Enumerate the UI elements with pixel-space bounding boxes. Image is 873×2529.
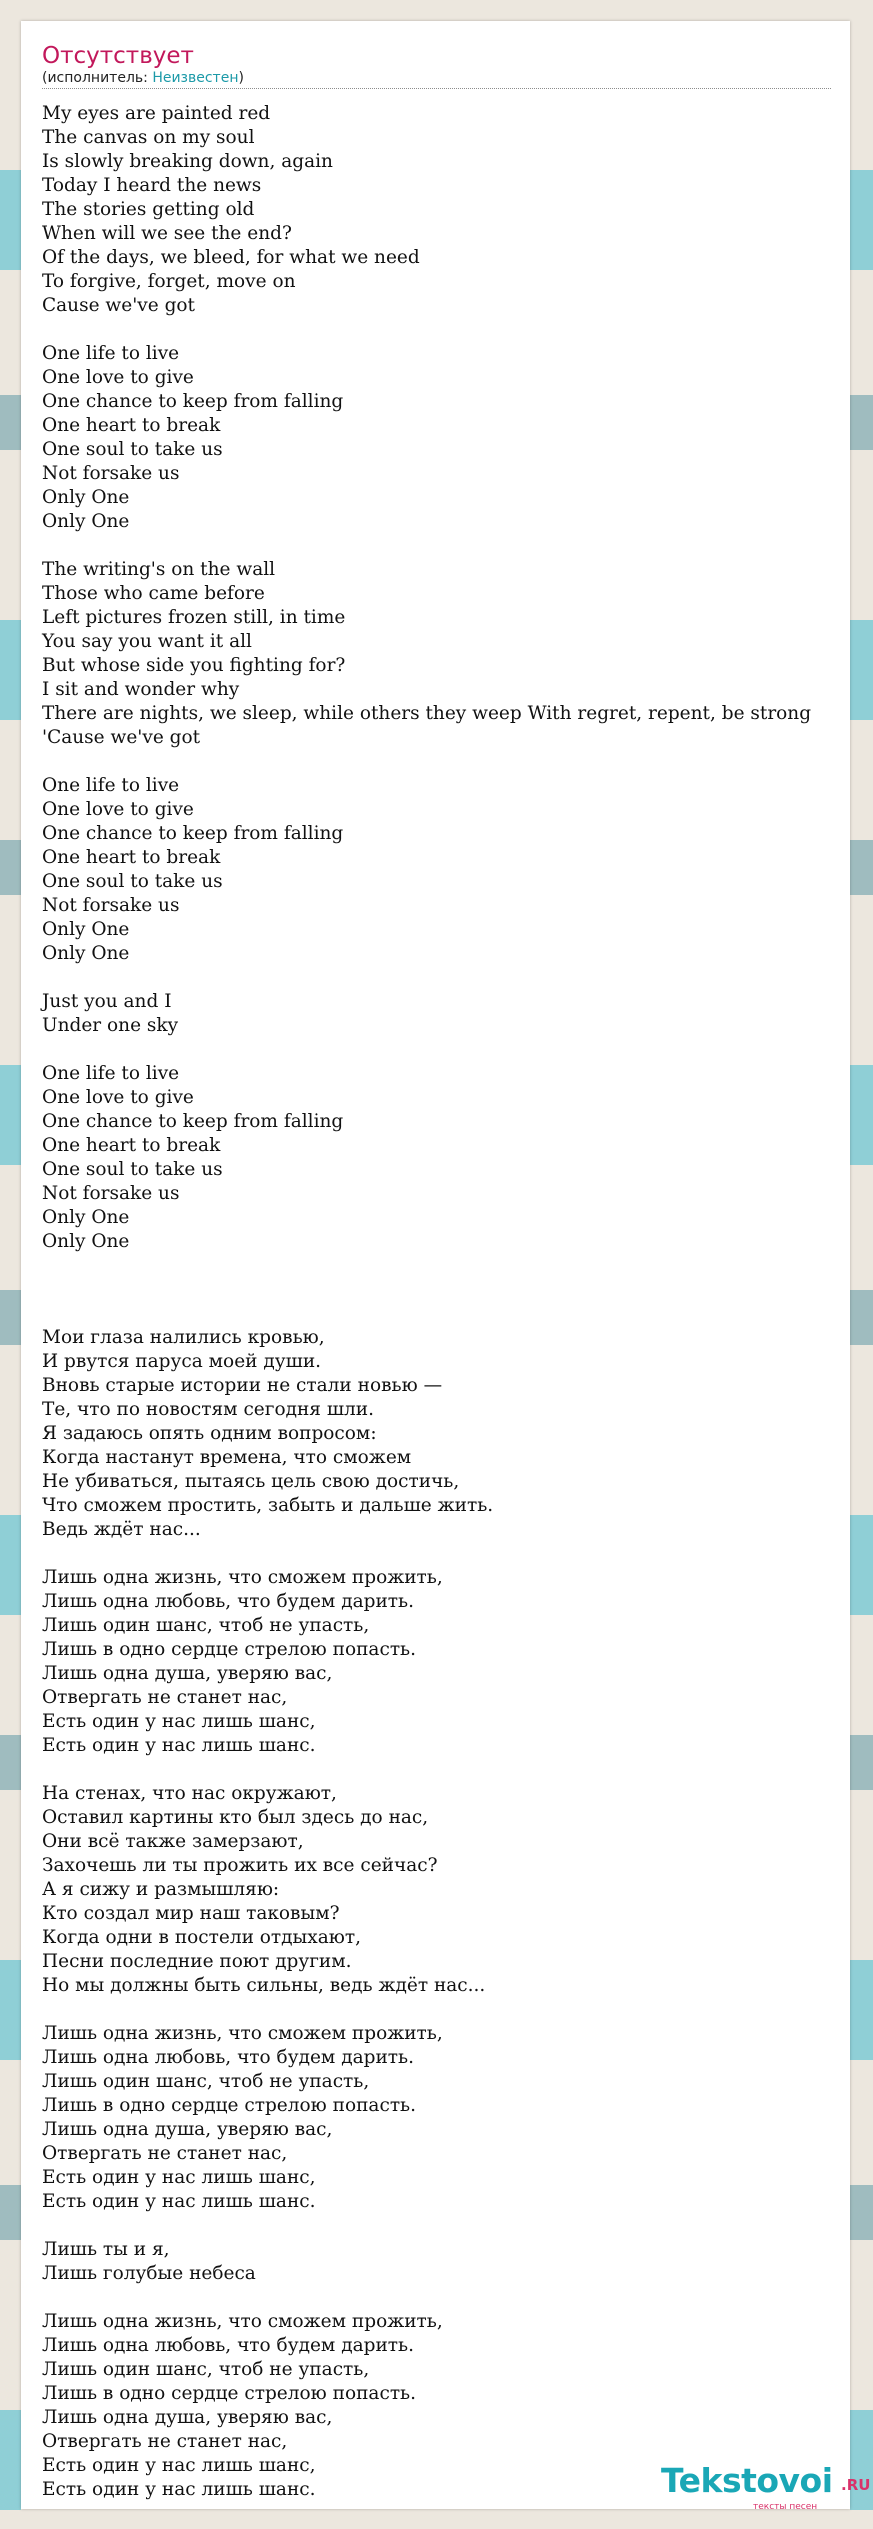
- lyrics-line: Лишь в одно сердце стрелою попасть.: [42, 1639, 417, 1660]
- lyrics-line: One chance to keep from falling: [42, 391, 344, 412]
- logo-tagline: тексты песен: [753, 2502, 818, 2512]
- lyrics-line: Захочешь ли ты прожить их все сейчас?: [42, 1855, 438, 1876]
- lyrics-line: Лишь одна душа, уверяю вас,: [42, 2407, 333, 2428]
- lyrics-line: One heart to break: [42, 1135, 221, 1156]
- lyrics-line: One love to give: [42, 367, 194, 388]
- lyrics-line: Песни последние поют другим.: [42, 1951, 352, 1972]
- lyrics-line: Лишь одна душа, уверяю вас,: [42, 1663, 333, 1684]
- lyrics-line: Лишь одна жизнь, что сможем прожить,: [42, 2311, 443, 2332]
- lyrics-line: One love to give: [42, 799, 194, 820]
- lyrics-blank-line: [42, 1542, 873, 1566]
- lyrics-line: Что сможем простить, забыть и дальше жить.: [42, 1495, 494, 1516]
- lyrics-line: Отвергать не станет нас,: [42, 2143, 288, 2164]
- lyrics-line: The canvas on my soul: [42, 127, 255, 148]
- lyrics-line: Лишь одна любовь, что будем дарить.: [42, 2335, 414, 2356]
- lyrics-line: Те, что по новостям сегодня шли.: [42, 1399, 375, 1420]
- lyrics-line: The writing's on the wall: [42, 559, 276, 580]
- lyrics-line: Есть один у нас лишь шанс,: [42, 1711, 316, 1732]
- lyrics-line: One life to live: [42, 1063, 180, 1084]
- lyrics-blank-line: [42, 1254, 873, 1278]
- lyrics-line: Only One: [42, 919, 130, 940]
- lyrics-line: One heart to break: [42, 415, 221, 436]
- lyrics-line: 'Cause we've got: [42, 727, 201, 748]
- lyrics-line: Лишь один шанс, чтоб не упасть,: [42, 2071, 370, 2092]
- lyrics-line: Лишь один шанс, чтоб не упасть,: [42, 2359, 370, 2380]
- lyrics-blank-line: [42, 318, 873, 342]
- lyrics-line: Лишь одна жизнь, что сможем прожить,: [42, 2023, 443, 2044]
- lyrics-line: Under one sky: [42, 1015, 179, 1036]
- lyrics-line: I sit and wonder why: [42, 679, 240, 700]
- lyrics-line: Лишь в одно сердце стрелою попасть.: [42, 2383, 417, 2404]
- lyrics-line: Just you and I: [42, 991, 172, 1012]
- lyrics-line: Лишь одна душа, уверяю вас,: [42, 2119, 333, 2140]
- lyrics-line: One chance to keep from falling: [42, 823, 344, 844]
- lyrics-line: One love to give: [42, 1087, 194, 1108]
- lyrics-line: Лишь одна любовь, что будем дарить.: [42, 1591, 414, 1612]
- lyrics-line: Есть один у нас лишь шанс.: [42, 1735, 316, 1756]
- lyrics-line: Is slowly breaking down, again: [42, 151, 333, 172]
- lyrics-line: Only One: [42, 1231, 130, 1252]
- lyrics-line: One soul to take us: [42, 1159, 223, 1180]
- lyrics-blank-line: [42, 966, 873, 990]
- lyrics-line: Вновь старые истории не стали новью —: [42, 1375, 443, 1396]
- lyrics-line: One soul to take us: [42, 439, 223, 460]
- lyrics-line: One life to live: [42, 775, 180, 796]
- lyrics-line: Ведь ждёт нас...: [42, 1519, 201, 1540]
- lyrics-line: Не убиваться, пытаясь цель свою достичь,: [42, 1471, 460, 1492]
- lyrics-card: [21, 21, 871, 2512]
- lyrics-line: А я сижу и размышляю:: [42, 1879, 280, 1900]
- lyrics-line: Лишь одна любовь, что будем дарить.: [42, 2047, 414, 2068]
- lyrics-line: Not forsake us: [42, 463, 180, 484]
- lyrics-line: Кто создал мир наш таковым?: [42, 1903, 340, 1924]
- artist-line: [42, 70, 244, 86]
- lyrics-line: Those who came before: [42, 583, 265, 604]
- lyrics-blank-line: [42, 2214, 873, 2238]
- lyrics-line: И рвутся паруса моей души.: [42, 1351, 322, 1372]
- artist-link[interactable]: Неизвестен: [152, 70, 239, 86]
- lyrics-line: Only One: [42, 487, 130, 508]
- lyrics-line: Когда настанут времена, что сможем: [42, 1447, 412, 1468]
- lyrics-line: Есть один у нас лишь шанс.: [42, 2479, 316, 2500]
- lyrics-blank-line: [42, 750, 873, 774]
- lyrics-line: На стенах, что нас окружают,: [42, 1783, 337, 1804]
- lyrics-line: Only One: [42, 943, 130, 964]
- lyrics-line: There are nights, we sleep, while others they weep With regret, repent, be strong: [42, 703, 812, 724]
- lyrics-blank-line: [42, 1302, 873, 1326]
- lyrics-line: Лишь одна жизнь, что сможем прожить,: [42, 1567, 443, 1588]
- lyrics-line: Отвергать не станет нас,: [42, 1687, 288, 1708]
- lyrics-line: Not forsake us: [42, 1183, 180, 1204]
- lyrics-line: The stories getting old: [42, 199, 255, 220]
- lyrics-line: Cause we've got: [42, 295, 195, 316]
- lyrics-line: Они всё также замерзают,: [42, 1831, 304, 1852]
- lyrics-line: Отвергать не станет нас,: [42, 2431, 288, 2452]
- lyrics-line: To forgive, forget, move on: [42, 271, 296, 292]
- lyrics-blank-line: [42, 1278, 873, 1302]
- lyrics-line: Only One: [42, 1207, 130, 1228]
- lyrics-line: Left pictures frozen still, in time: [42, 607, 346, 628]
- lyrics-line: Когда одни в постели отдыхают,: [42, 1927, 361, 1948]
- lyrics-line: One soul to take us: [42, 871, 223, 892]
- lyrics-blank-line: [42, 534, 873, 558]
- lyrics-line: One heart to break: [42, 847, 221, 868]
- lyrics-line: Today I heard the news: [42, 175, 262, 196]
- lyrics-line: Not forsake us: [42, 895, 180, 916]
- lyrics-line: Есть один у нас лишь шанс.: [42, 2191, 316, 2212]
- lyrics-line: Лишь в одно сердце стрелою попасть.: [42, 2095, 417, 2116]
- lyrics-line: But whose side you fighting for?: [42, 655, 346, 676]
- lyrics-line: Of the days, we bleed, for what we need: [42, 247, 420, 268]
- lyrics-blank-line: [42, 2286, 873, 2310]
- lyrics-line: Есть один у нас лишь шанс,: [42, 2167, 316, 2188]
- lyrics-line: Лишь голубые небеса: [42, 2263, 256, 2284]
- lyrics-text: [42, 102, 873, 2502]
- lyrics-line: Но мы должны быть сильны, ведь ждёт нас...: [42, 1975, 486, 1996]
- site-logo[interactable]: [641, 2461, 871, 2516]
- title-divider: [42, 88, 831, 89]
- lyrics-line: One chance to keep from falling: [42, 1111, 344, 1132]
- logo-wordmark: Tekstovoi: [661, 2461, 833, 2500]
- lyrics-line: You say you want it all: [42, 631, 252, 652]
- lyrics-line: Мои глаза налились кровью,: [42, 1327, 325, 1348]
- lyrics-line: Есть один у нас лишь шанс,: [42, 2455, 316, 2476]
- artist-suffix: ): [238, 70, 244, 86]
- lyrics-line: When will we see the end?: [42, 223, 292, 244]
- lyrics-line: Лишь один шанс, чтоб не упасть,: [42, 1615, 370, 1636]
- lyrics-line: Оставил картины кто был здесь до нас,: [42, 1807, 429, 1828]
- artist-prefix: (исполнитель:: [42, 70, 153, 86]
- logo-domain: .RU: [841, 2476, 871, 2494]
- lyrics-line: Я задаюсь опять одним вопросом:: [42, 1423, 377, 1444]
- lyrics-blank-line: [42, 1038, 873, 1062]
- song-title: Отсутствует: [42, 43, 194, 69]
- lyrics-blank-line: [42, 1758, 873, 1782]
- lyrics-line: Only One: [42, 511, 130, 532]
- lyrics-line: One life to live: [42, 343, 180, 364]
- lyrics-line: Лишь ты и я,: [42, 2239, 170, 2260]
- lyrics-line: My eyes are painted red: [42, 103, 271, 124]
- lyrics-blank-line: [42, 1998, 873, 2022]
